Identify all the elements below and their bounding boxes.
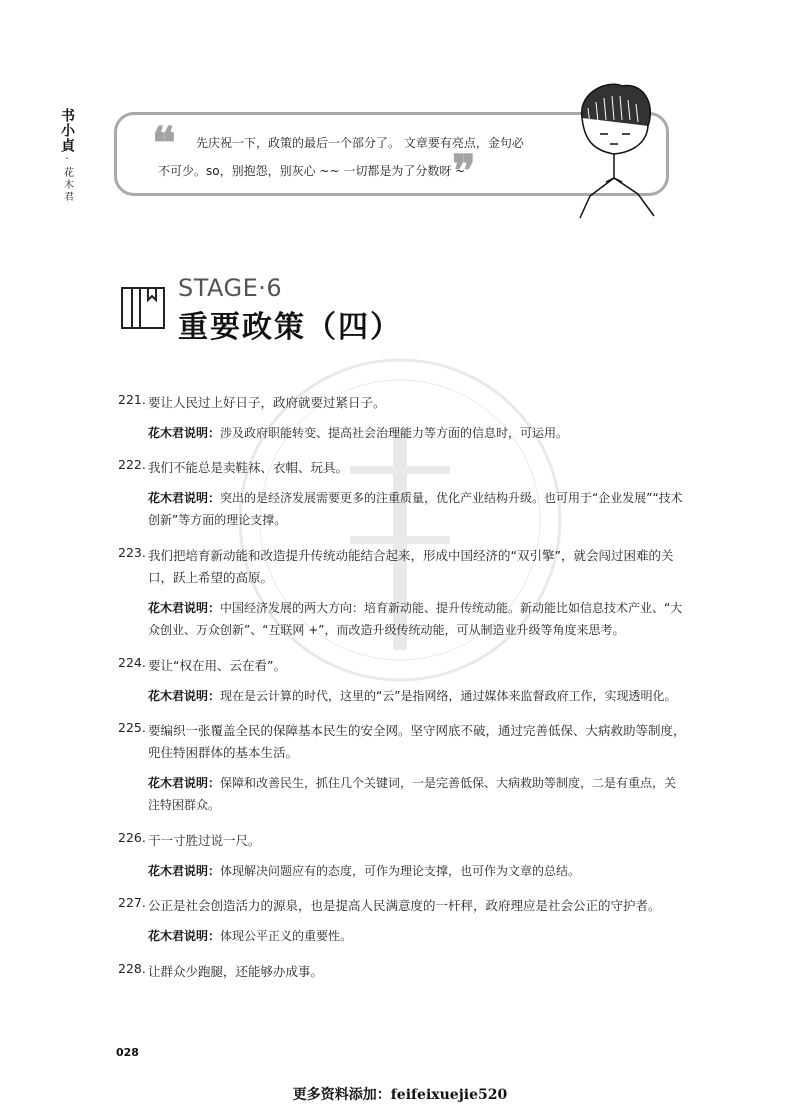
note-text: 体现解决问题应有的态度，可作为理论支撑，也可作为文章的总结。 — [220, 864, 581, 878]
note-label: 花木君说明： — [148, 929, 221, 943]
note-label: 花木君说明： — [148, 776, 221, 790]
note-text: 体现公平正义的重要性。 — [220, 929, 353, 943]
item-text: 我们不能总是卖鞋袜、衣帽、玩具。 — [148, 460, 349, 475]
item-text: 我们把培育新动能和改造提升传统动能结合起来，形成中国经济的“双引擎”，就会闯过困难的关口，跃上希望的高原。 — [148, 548, 674, 585]
item-number: 222. — [118, 457, 146, 472]
list-item — [118, 961, 688, 983]
note-label: 花木君说明： — [148, 689, 221, 703]
item-number: 225. — [118, 720, 146, 735]
quote-open-icon: ❝ — [152, 118, 172, 169]
note-label: 花木君说明： — [148, 601, 221, 615]
item-text: 让群众少跑腿，还能够办成事。 — [148, 964, 324, 979]
stage-label: STAGE·6 — [178, 274, 283, 302]
item-number: 221. — [118, 392, 146, 407]
note-label: 花木君说明： — [148, 864, 221, 878]
item-note — [148, 772, 688, 816]
item-note — [148, 422, 688, 444]
list-item — [118, 457, 688, 531]
item-number: 227. — [118, 895, 146, 910]
list-item — [118, 392, 688, 444]
note-text: 涉及政府职能转变、提高社会治理能力等方面的信息时，可运用。 — [220, 426, 569, 440]
item-note — [148, 487, 688, 531]
item-number: 223. — [118, 545, 146, 560]
note-text: 中国经济发展的两大方向：培育新动能、提升传统动能。新动能比如信息技术产业、“大众创业、万众创新”、“互联网 +”，而改造升级传统动能，可从制造业升级等角度来思考。 — [148, 601, 683, 637]
item-note — [148, 685, 688, 707]
mascot-icon — [560, 78, 670, 228]
page-number: 028 — [116, 1046, 139, 1059]
item-note — [148, 925, 688, 947]
note-text: 突出的是经济发展需要更多的注重质量，优化产业结构升级。也可用于“企业发展”“技术创新”等方面的理论支撑。 — [148, 491, 683, 527]
item-number: 226. — [118, 830, 146, 845]
note-text: 现在是云计算的时代，这里的“云”是指网络，通过媒体来监督政府工作，实现透明化。 — [220, 689, 677, 703]
quote-line-2: 不可少。so，别抱怨，别灰心 ~~ 一切都是为了分数呀 ~ — [158, 164, 466, 178]
brand-title: 书小貞 — [59, 108, 75, 153]
item-text: 干一寸胜过说一尺。 — [148, 833, 261, 848]
list-item — [118, 895, 688, 947]
quote-line-1: 先庆祝一下，政策的最后一个部分了。 文章要有亮点，金句必 — [196, 136, 524, 150]
list-item — [118, 830, 688, 882]
side-brand — [60, 108, 74, 203]
item-text: 要让“权在用、云在看”。 — [148, 658, 286, 673]
note-label: 花木君说明： — [148, 491, 221, 505]
item-number: 224. — [118, 655, 146, 670]
item-text: 要编织一张覆盖全民的保障基本民生的安全网。坚守网底不破，通过完善低保、大病救助等制度，兜住特困群体的基本生活。 — [148, 723, 686, 760]
item-note — [148, 860, 688, 882]
list-item — [118, 655, 688, 707]
brand-dot: · — [65, 154, 69, 165]
note-label: 花木君说明： — [148, 426, 221, 440]
item-text: 公正是社会创造活力的源泉，也是提高人民满意度的一杆秤，政府理应是社会公正的守护者。 — [148, 898, 661, 913]
section-title: 重要政策（四） — [178, 310, 402, 345]
item-text: 要让人民过上好日子，政府就要过紧日子。 — [148, 395, 386, 410]
note-text: 保障和改善民生，抓住几个关键词，一是完善低保、大病救助等制度，二是有重点，关注特困群众。 — [148, 776, 677, 812]
item-note — [148, 597, 688, 641]
list-item — [118, 720, 688, 816]
brand-author: 花木君 — [61, 167, 73, 203]
book-icon — [120, 284, 168, 332]
list-item — [118, 545, 688, 641]
quote-close-icon: ❞ — [452, 146, 472, 197]
footer-contact: 更多资料添加：feifeixuejie520 — [292, 1087, 508, 1103]
item-number: 228. — [118, 961, 146, 976]
